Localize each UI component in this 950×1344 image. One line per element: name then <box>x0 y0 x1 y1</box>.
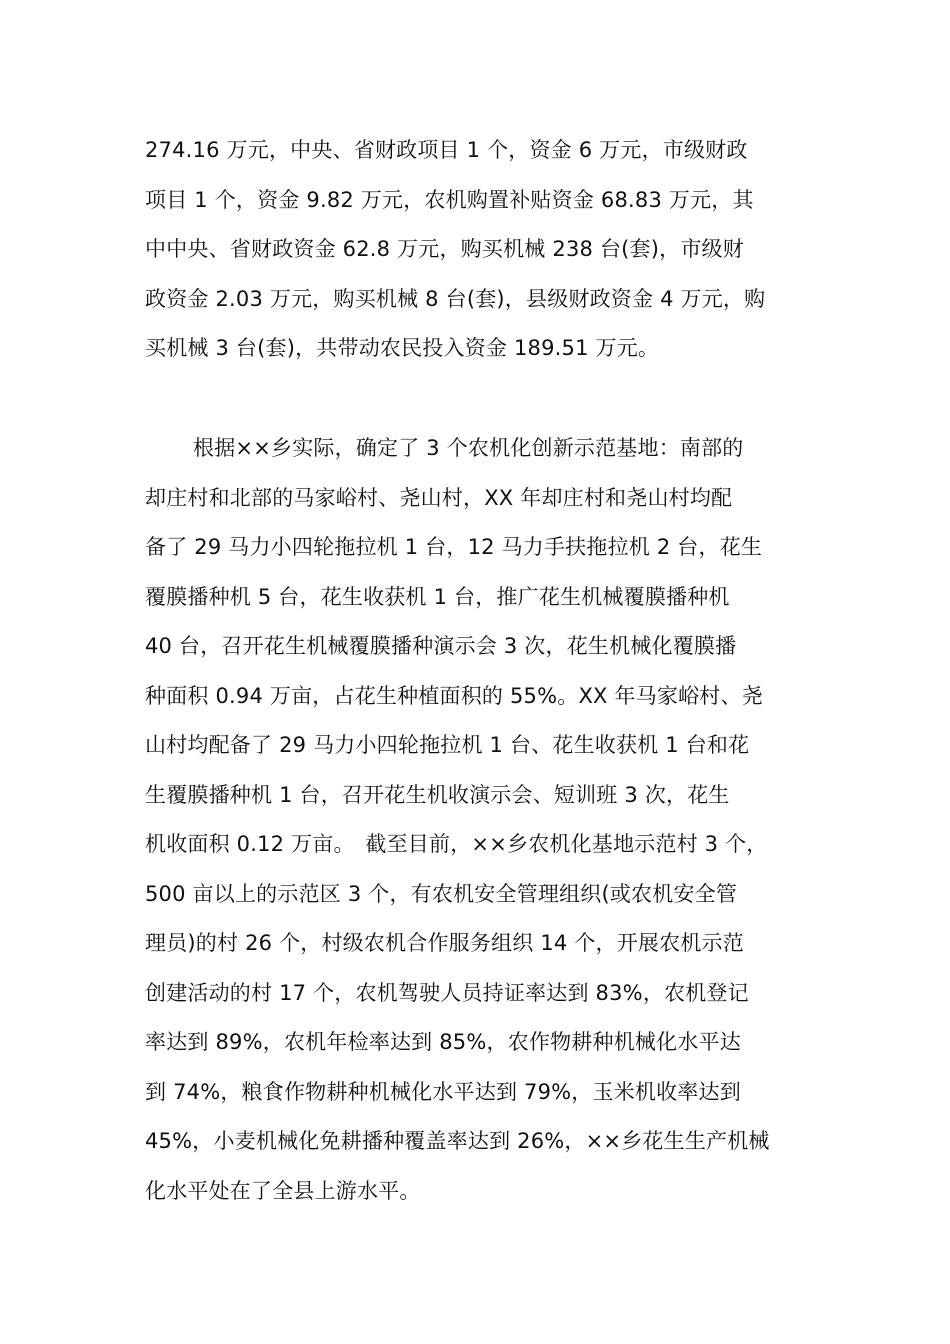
paragraph-line: 274.16 万元，中央、省财政项目 1 个，资金 6 万元，市级财政 <box>145 138 748 162</box>
paragraph-line: 买机械 3 台(套)，共带动农民投入资金 189.51 万元。 <box>145 336 660 360</box>
paragraph-line: 理员)的村 26 个，村级农机合作服务组织 14 个，开展农机示范 <box>145 931 744 955</box>
paragraph-line: 到 74%，粮食作物耕种机械化水平达到 79%，玉米机收率达到 <box>145 1079 741 1104</box>
paragraph-line: 覆膜播种机 5 台，花生收获机 1 台，推广花生机械覆膜播种机 <box>145 584 730 609</box>
paragraph-line: 却庄村和北部的马家峪村、尧山村，XX 年却庄村和尧山村均配 <box>145 485 733 510</box>
paragraph-line: 40 台，召开花生机械覆膜播种演示会 3 次，花生机械化覆膜播 <box>145 634 737 658</box>
paragraph-line: 45%，小麦机械化免耕播种覆盖率达到 26%，××乡花生生产机械 <box>145 1129 770 1153</box>
paragraph-line: 机收面积 0.12 万亩。 截至目前，××乡农机化基地示范村 3 个， <box>145 832 768 856</box>
paragraph-1 <box>145 126 810 374</box>
paragraph-line: 化水平处在了全县上游水平。 <box>145 1178 421 1203</box>
paragraph-line: 种面积 0.94 万亩，占花生种植面积的 55%。XX 年马家峪村、尧 <box>145 683 763 708</box>
paragraph-line: 山村均配备了 29 马力小四轮拖拉机 1 台、花生收获机 1 台和花 <box>145 733 750 757</box>
paragraph-line: 生覆膜播种机 1 台，召开花生机收演示会、短训班 3 次，花生 <box>145 782 730 807</box>
paragraph-line: 根据××乡实际，确定了 3 个农机化创新示范基地：南部的 <box>193 436 744 460</box>
paragraph-line: 率达到 89%，农机年检率达到 85%，农作物耕种机械化水平达 <box>145 1030 741 1054</box>
paragraph-line: 项目 1 个，资金 9.82 万元，农机购置补贴资金 68.83 万元，其 <box>145 187 754 212</box>
paragraph-line: 500 亩以上的示范区 3 个，有农机安全管理组织(或农机安全管 <box>145 881 738 906</box>
paragraph-line: 创建活动的村 17 个，农机驾驶人员持证率达到 83%，农机登记 <box>145 980 749 1005</box>
paragraph-line: 备了 29 马力小四轮拖拉机 1 台，12 马力手扶拖拉机 2 台，花生 <box>145 535 763 559</box>
paragraph-line: 政资金 2.03 万元，购买机械 8 台(套)，县级财政资金 4 万元，购 <box>145 286 766 311</box>
paragraph-line: 中中央、省财政资金 62.8 万元，购买机械 238 台(套)，市级财 <box>145 237 744 261</box>
paragraph-2 <box>145 424 810 1216</box>
